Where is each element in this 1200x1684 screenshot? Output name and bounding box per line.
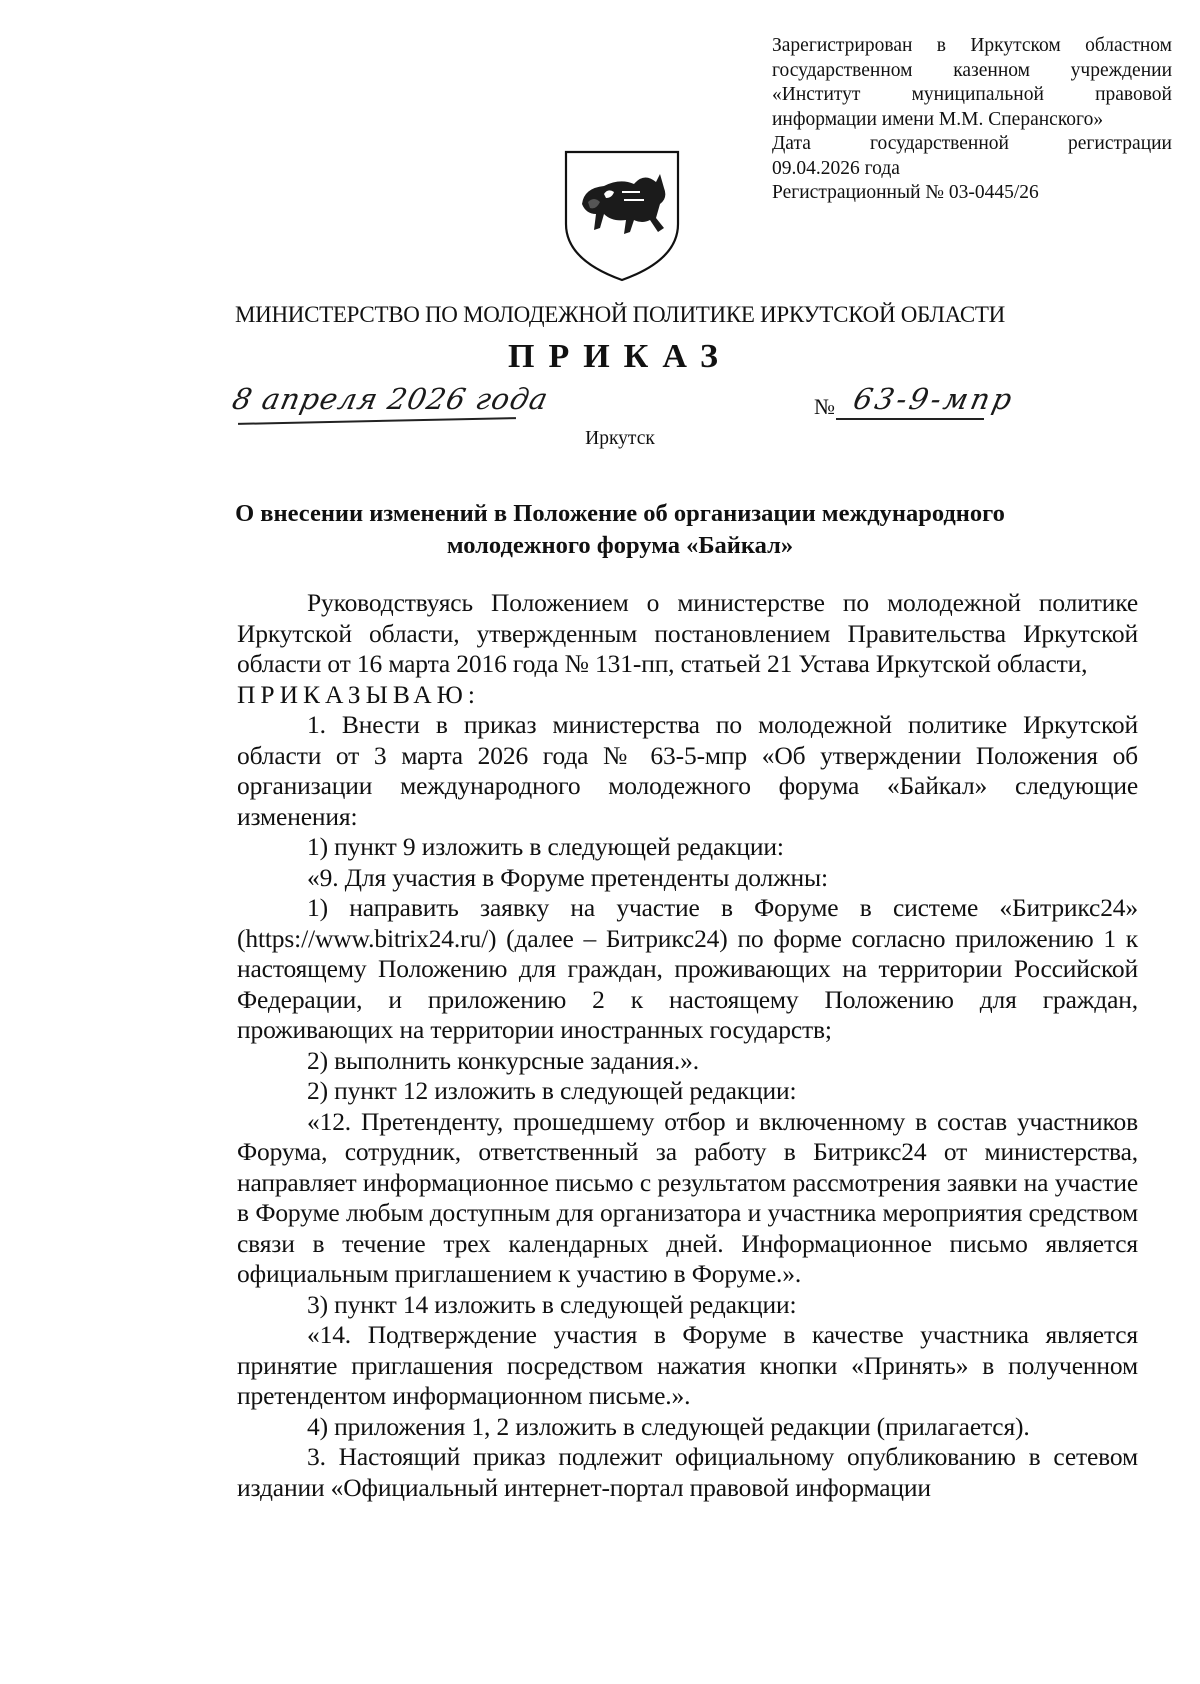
- registration-line: государственном казенном учреждении: [772, 59, 1172, 81]
- preamble-paragraph: Руководствуясь Положением о министерстве по молодежной политике Иркутской области, утвержденным постановлением Правительства Иркутской области от 16 марта 2016 года № 131-пп, статьей 21 Устава Иркутской области,: [237, 588, 1138, 678]
- order-date-handwritten: 8 апреля 2026 года: [229, 382, 552, 416]
- item-paragraph: «14. Подтверждение участия в Форуме в качестве участника является принятие приглашения посредством нажатия кнопки «Принять» в полученном претендентом информационном письме.».: [237, 1320, 1138, 1410]
- coat-of-arms-icon: [560, 148, 684, 284]
- item-paragraph: 2) пункт 12 изложить в следующей редакции:: [307, 1076, 797, 1105]
- order-heading: ПРИКАЗ: [508, 338, 732, 375]
- number-sign: №: [814, 394, 835, 419]
- city-name: Иркутск: [585, 428, 655, 449]
- registration-stamp: [772, 34, 1172, 206]
- item-paragraph: «9. Для участия в Форуме претенденты должны:: [307, 862, 828, 892]
- document-title-line: О внесении изменений в Положение об организации международного: [235, 500, 1005, 527]
- registration-line: информации имени М.М. Сперанского»: [772, 108, 1104, 130]
- item-paragraph: «12. Претенденту, прошедшему отбор и включенному в состав участников Форума, сотрудник, ответственный за работу в Битрикс24 от министерства, направляет информационное письмо с результатом рассмотрения заявки на участие в Форуме любым доступным для организатора и участника мероприятия средством связи в течение трех календарных дней. Информационное письмо является официальным приглашением к участию в Форуме.».: [237, 1106, 1138, 1288]
- document-title-line: молодежного форума «Байкал»: [446, 532, 794, 559]
- item-paragraph: 1) направить заявку на участие в Форуме в системе «Битрикс24» (https://www.bitrix24.ru/) (далее – Битрикс24) по форме согласно приложению 1 к настоящему Положению для граждан, проживающих на территории Российской Федерации, и приложению 2 к настоящему Положению для граждан, проживающих на территории иностранных государств;: [237, 893, 1138, 1044]
- order-number-handwritten: 63-9-мпр: [850, 382, 1018, 416]
- order-directive: ПРИКАЗЫВАЮ:: [237, 679, 480, 709]
- document-body: [237, 588, 1138, 1503]
- item-paragraph: 3) пункт 14 изложить в следующей редакции:: [307, 1289, 797, 1319]
- registration-date: 09.04.2026 года: [772, 157, 900, 179]
- item-paragraph: 1) пункт 9 изложить в следующей редакции:: [307, 832, 784, 861]
- number-underline: [836, 418, 984, 420]
- item-paragraph: 2) выполнить конкурсные задания.».: [307, 1045, 699, 1075]
- date-underline: [238, 417, 516, 425]
- item-paragraph: 3. Настоящий приказ подлежит официальному опубликованию в сетевом издании «Официальный интернет-портал правовой информации: [237, 1442, 1138, 1502]
- ministry-name: МИНИСТЕРСТВО ПО МОЛОДЕЖНОЙ ПОЛИТИКЕ ИРКУТСКОЙ ОБЛАСТИ: [235, 302, 1005, 327]
- item-paragraph: 4) приложения 1, 2 изложить в следующей редакции (прилагается).: [307, 1411, 1030, 1441]
- document-title: [200, 498, 1040, 562]
- registration-number: Регистрационный № 03-0445/26: [772, 182, 1039, 203]
- registration-line: Зарегистрирован в Иркутском областном: [772, 35, 1172, 56]
- item-paragraph: 1. Внести в приказ министерства по молодежной политике Иркутской области от 3 марта 2026 года № 63-5-мпр «Об утверждении Положения об организации международного молодежного форума «Байкал» следующие изменения:: [237, 710, 1138, 831]
- registration-line: «Институт муниципальной правовой: [772, 84, 1172, 105]
- registration-line: Дата государственной регистрации: [772, 133, 1172, 154]
